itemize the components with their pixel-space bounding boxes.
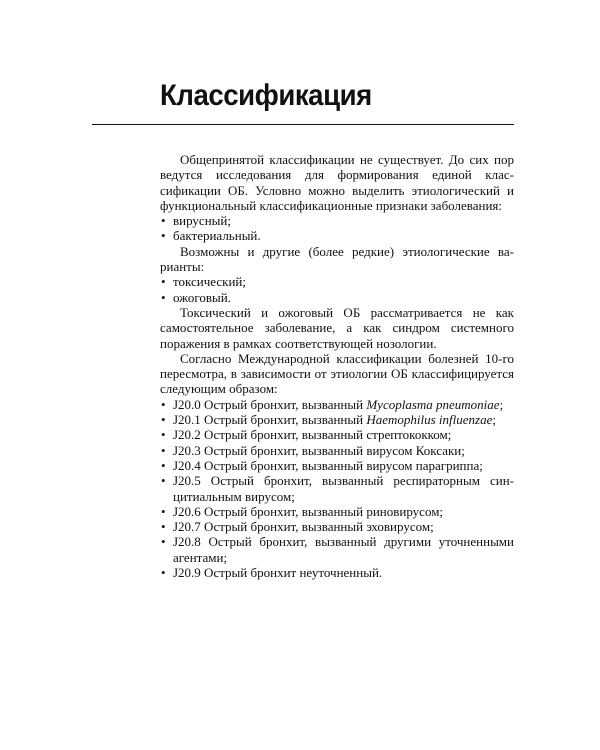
list-item: • J20.2 Острый бронхит, вызванный стрептококком;: [161, 427, 452, 443]
bullet-icon: •: [161, 519, 166, 535]
list-item: • ожоговый.: [161, 289, 231, 305]
list-item: • J20.9 Острый бронхит неуточненный.: [161, 565, 383, 581]
bullet-icon: •: [161, 473, 166, 489]
bullet-icon: •: [161, 427, 166, 443]
list-item: • J20.1 Острый бронхит, вызванный Haemophilus influenzae;: [161, 412, 496, 428]
bullet-icon: •: [161, 565, 166, 581]
bullet-icon: •: [161, 289, 166, 305]
bullet-icon: •: [161, 213, 166, 229]
title-divider: [92, 124, 514, 125]
body-text: [160, 152, 514, 580]
paragraph-icd: Согласно Международной классификации болезней 10-го пересмотра, в зависимости от этиологии ОБ классифицируется следующим образом:: [160, 350, 514, 397]
list-item: • J20.6 Острый бронхит, вызванный риновирусом;: [161, 503, 444, 519]
bullet-icon: •: [161, 442, 166, 458]
list-item: • токсический;: [161, 274, 246, 290]
list-item: • бактериальный.: [161, 228, 261, 244]
list-item: • J20.8 Острый бронхит, вызванный другими уточненными агентами;: [161, 534, 514, 565]
etiology-list: [160, 213, 514, 244]
bullet-icon: •: [161, 457, 166, 473]
list-item: • J20.5 Острый бронхит, вызванный респираторным синцитиальным вирусом;: [161, 473, 514, 504]
icd-codes-list: [160, 397, 514, 581]
list-item: • вирусный;: [161, 213, 231, 229]
paragraph-toxic-burn: Токсический и ожоговый ОБ рассматривается не как самостоятельное заболевание, а как синдром системного поражения в рамках соответствующей нозологии.: [160, 304, 514, 351]
bullet-icon: •: [161, 534, 166, 550]
rare-variants-list: [160, 274, 514, 305]
bullet-icon: •: [161, 274, 166, 290]
list-item: • J20.3 Острый бронхит, вызванный вирусом Коксаки;: [161, 442, 465, 458]
bullet-icon: •: [161, 228, 166, 244]
list-item: • J20.7 Острый бронхит, вызванный эховирусом;: [161, 519, 434, 535]
bullet-icon: •: [161, 503, 166, 519]
list-item: • J20.4 Острый бронхит, вызванный вирусом парагриппа;: [161, 457, 483, 473]
list-item: • J20.0 Острый бронхит, вызванный Mycoplasma pneumoniae;: [161, 396, 504, 412]
bullet-icon: •: [161, 412, 166, 428]
page-title: Классификация: [160, 79, 372, 112]
bullet-icon: •: [161, 396, 166, 412]
paragraph-intro: Общепринятой классификации не существует. До сих пор ведутся исследования для формирования единой классификации ОБ. Условно можно выделить этиологический и функциональный классификационные признаки заболевания:: [160, 152, 514, 213]
paragraph-other-variants: Возможны и другие (более редкие) этиологические варианты:: [160, 243, 514, 275]
